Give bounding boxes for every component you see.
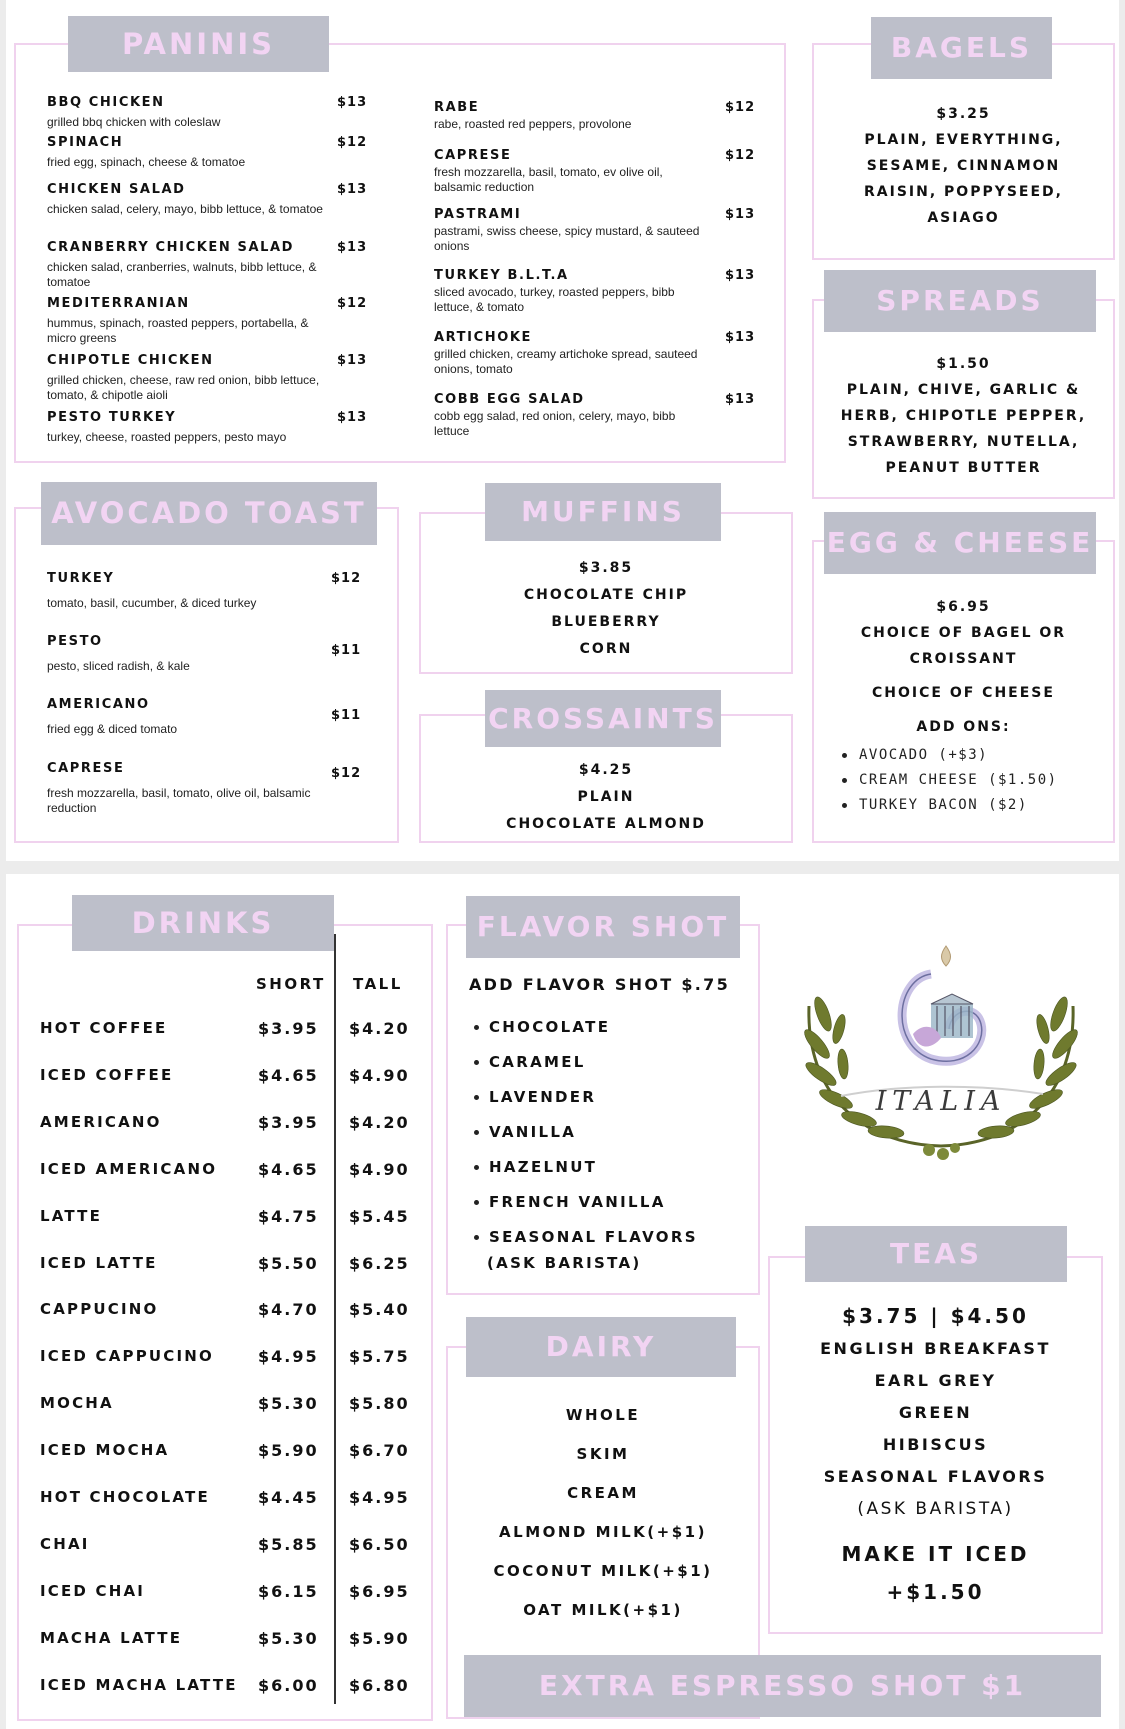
egg-cheese-addons-title: ADD ONS: (916, 719, 1011, 735)
avocado-item-price: $12 (331, 571, 362, 586)
drink-price-tall: $6.95 (349, 1581, 410, 1601)
bullet-icon (842, 753, 847, 758)
muffins-price: $3.85 (578, 560, 634, 576)
drink-name: MACHA LATTE (40, 1628, 183, 1647)
drink-name: ICED MACHA LATTE (40, 1675, 238, 1694)
croissants-line: CHOCOLATE ALMOND (506, 816, 706, 832)
drink-price-short: $5.50 (258, 1253, 319, 1273)
drink-name: LATTE (40, 1206, 103, 1225)
flavor-item (474, 1010, 698, 1045)
bagels-line: ASIAGO (927, 210, 1000, 226)
teas-note: (ASK BARISTA) (857, 1499, 1014, 1519)
teas-item: SEASONAL FLAVORS (823, 1467, 1048, 1486)
dairy-item: CREAM (567, 1484, 639, 1502)
drink-name: CHAI (40, 1534, 90, 1553)
muffins-line: BLUEBERRY (551, 614, 661, 630)
flavor-shot-note: (ASK BARISTA) (487, 1254, 642, 1272)
bagels-header: BAGELS (871, 17, 1052, 79)
egg-cheese-line: CHOICE OF BAGEL OR (860, 625, 1067, 641)
dairy-item: OAT MILK(+$1) (523, 1601, 683, 1619)
drink-price-short: $6.00 (258, 1675, 319, 1695)
drink-name: ICED COFFEE (40, 1065, 174, 1084)
panini-item-price: $12 (337, 135, 368, 150)
avocado-item-name: PESTO (47, 634, 103, 649)
spreads-price: $1.50 (936, 356, 991, 372)
short-size-label: SHORT (256, 975, 326, 993)
cafe-italia-logo (781, 934, 1101, 1174)
spreads-line: HERB, CHIPOTLE PEPPER, (840, 408, 1087, 424)
panini-item-price: $12 (725, 148, 756, 163)
flavor-item (474, 1220, 698, 1255)
drink-price-short: $4.75 (258, 1206, 319, 1226)
drink-row (6, 1675, 410, 1723)
drink-row (6, 1394, 410, 1441)
paninis-header: PANINIS (68, 16, 329, 72)
egg-cheese-cheese: CHOICE OF CHEESE (872, 685, 1055, 701)
panini-item-price: $13 (337, 410, 368, 425)
panini-item-price: $13 (725, 392, 756, 407)
bullet-icon (842, 803, 847, 808)
drink-price-short: $4.95 (258, 1347, 319, 1367)
avocado-item-name: CAPRESE (47, 761, 125, 776)
avocado-toast-header: AVOCADO TOAST (41, 482, 377, 545)
teas-iced-line: MAKE IT ICED (841, 1542, 1030, 1566)
muffins-text (419, 555, 793, 663)
panini-item-name: CHICKEN SALAD (47, 182, 186, 197)
panini-item-price: $12 (725, 100, 756, 115)
drink-row (6, 1441, 410, 1488)
panini-item-price: $13 (337, 353, 368, 368)
laurel-wreath-icon (781, 934, 1101, 1174)
croissants-line: PLAIN (577, 789, 635, 805)
drink-name: ICED MOCHA (40, 1441, 170, 1460)
flavor-label: HAZELNUT (489, 1158, 598, 1176)
drink-row (6, 1628, 410, 1676)
panini-item-desc: rabe, roasted red peppers, provolone (434, 117, 632, 131)
muffins-header: MUFFINS (485, 483, 721, 541)
bullet-icon (474, 1235, 479, 1240)
bullet-icon (474, 1060, 479, 1065)
drink-row (6, 1065, 410, 1113)
bagels-line: RAISIN, POPPYSEED, (864, 184, 1063, 200)
drink-price-short: $4.70 (258, 1300, 319, 1320)
avocado-item-price: $11 (331, 708, 362, 723)
avocado-item-name: AMERICANO (47, 697, 150, 712)
flavor-label: FRENCH VANILLA (489, 1193, 666, 1211)
panini-item-name: PESTO TURKEY (47, 410, 177, 425)
panini-item-name: MEDITERRANIAN (47, 296, 190, 311)
spreads-header: SPREADS (824, 270, 1096, 332)
panini-item-price: $13 (337, 95, 368, 110)
drink-name: ICED LATTE (40, 1253, 158, 1272)
panini-item-desc: chicken salad, celery, mayo, bibb lettuce, & tomatoe (47, 202, 323, 216)
egg-cheese-header: EGG & CHEESE (824, 512, 1096, 574)
menu-page-food (6, 0, 1119, 861)
bullet-icon (474, 1200, 479, 1205)
bagels-price: $3.25 (936, 106, 991, 122)
flavor-item (474, 1115, 698, 1150)
drink-name: CAPPUCINO (40, 1300, 159, 1319)
panini-item-desc: fried egg, spinach, cheese & tomatoe (47, 155, 246, 169)
drink-price-short: $5.85 (258, 1534, 319, 1554)
drink-price-tall: $4.90 (349, 1065, 410, 1085)
drinks-header: DRINKS (72, 895, 334, 951)
muffins-line: CORN (579, 641, 633, 657)
panini-item-price: $12 (337, 296, 368, 311)
bagels-line: PLAIN, EVERYTHING, (864, 132, 1063, 148)
flavor-item (474, 1045, 698, 1080)
bullet-icon (474, 1095, 479, 1100)
teas-text (768, 1299, 1103, 1611)
bullet-icon (474, 1130, 479, 1135)
flavor-shot-add-line: ADD FLAVOR SHOT $.75 (469, 975, 731, 994)
dairy-header: DAIRY (466, 1317, 736, 1377)
addon-item: TURKEY BACON ($2) (842, 793, 1058, 818)
spreads-line: PLAIN, CHIVE, GARLIC & (846, 382, 1081, 398)
bagels-line: SESAME, CINNAMON (866, 158, 1061, 174)
drink-row (6, 1019, 410, 1066)
dairy-item: SKIM (576, 1445, 630, 1463)
flavor-label: LAVENDER (489, 1088, 597, 1106)
croissants-text (419, 757, 793, 838)
drink-price-tall: $5.75 (349, 1347, 410, 1367)
panini-item-name: CAPRESE (434, 148, 512, 163)
drink-name: AMERICANO (40, 1112, 162, 1131)
drink-price-short: $5.30 (258, 1394, 319, 1414)
tall-size-label: TALL (353, 975, 403, 993)
drink-price-tall: $5.80 (349, 1394, 410, 1414)
flavor-list (474, 1010, 698, 1255)
drink-price-short: $4.65 (258, 1065, 319, 1085)
dairy-item: COCONUT MILK(+$1) (493, 1562, 713, 1580)
drink-price-short: $3.95 (258, 1019, 319, 1038)
egg-cheese-text (812, 594, 1115, 740)
dairy-item: WHOLE (565, 1406, 641, 1424)
panini-item-name: CRANBERRY CHICKEN SALAD (47, 240, 295, 255)
avocado-item-desc: tomato, basil, cucumber, & diced turkey (47, 596, 257, 610)
drink-row (6, 1112, 410, 1160)
egg-cheese-line: CROISSANT (909, 651, 1018, 667)
drink-name: HOT COFFEE (40, 1019, 168, 1037)
teas-item: GREEN (898, 1403, 973, 1422)
bullet-icon (842, 778, 847, 783)
egg-cheese-price: $6.95 (936, 599, 991, 615)
drink-name: MOCHA (40, 1394, 114, 1413)
teas-item: ENGLISH BREAKFAST (820, 1339, 1051, 1358)
avocado-item-price: $12 (331, 766, 362, 781)
panini-item-name: PASTRAMI (434, 207, 522, 222)
drink-name: ICED AMERICANO (40, 1159, 218, 1178)
spreads-text (812, 351, 1115, 481)
panini-item-price: $13 (337, 240, 368, 255)
drink-price-tall: $6.70 (349, 1441, 410, 1461)
dairy-item: ALMOND MILK(+$1) (499, 1523, 707, 1541)
drink-price-tall: $5.45 (349, 1206, 410, 1226)
panini-item-desc: turkey, cheese, roasted peppers, pesto mayo (47, 430, 287, 444)
panini-item-desc: grilled chicken, cheese, raw red onion, bibb lettuce, tomato, & chipotle aioli (47, 373, 320, 402)
extra-espresso-banner: EXTRA ESPRESSO SHOT $1 (464, 1655, 1101, 1717)
drink-row (6, 1534, 410, 1582)
dairy-text (446, 1396, 760, 1630)
drink-price-short: $5.30 (258, 1628, 319, 1648)
flavor-item (474, 1080, 698, 1115)
drink-price-short: $4.45 (258, 1488, 319, 1507)
logo-text: ITALIA (875, 1086, 1007, 1117)
panini-item-price: $13 (337, 182, 368, 197)
flavor-item (474, 1185, 698, 1220)
flavor-label: SEASONAL FLAVORS (489, 1228, 698, 1246)
spreads-line: STRAWBERRY, NUTELLA, (847, 434, 1080, 450)
bullet-icon (474, 1025, 479, 1030)
drink-price-tall: $4.95 (349, 1488, 410, 1507)
drink-name: HOT CHOCOLATE (40, 1488, 210, 1506)
panini-item-name: BBQ CHICKEN (47, 95, 165, 110)
panini-item-desc: grilled chicken, creamy artichoke spread, sauteed onions, tomato (434, 347, 698, 376)
panini-item-name: RABE (434, 100, 480, 115)
addon-item: AVOCADO (+$3) (842, 743, 1058, 768)
avocado-item-desc: pesto, sliced radish, & kale (47, 659, 190, 673)
drink-row (6, 1300, 410, 1347)
drink-price-tall: $5.40 (349, 1300, 410, 1320)
flavor-label: CHOCOLATE (489, 1018, 611, 1036)
bagels-text (812, 101, 1115, 231)
muffins-line: CHOCOLATE CHIP (523, 587, 689, 603)
panini-item-desc: fresh mozzarella, basil, tomato, ev olive oil, balsamic reduction (434, 165, 663, 194)
drink-row (6, 1206, 410, 1254)
panini-item-desc: pastrami, swiss cheese, spicy mustard, & sauteed onions (434, 224, 700, 253)
drink-name: ICED CAPPUCINO (40, 1347, 214, 1366)
flavor-item (474, 1150, 698, 1185)
teas-item: HIBISCUS (882, 1435, 989, 1454)
spreads-line: PEANUT BUTTER (885, 460, 1042, 476)
drink-price-short: $3.95 (258, 1112, 319, 1132)
panini-item-price: $13 (725, 268, 756, 283)
drink-price-short: $6.15 (258, 1581, 319, 1601)
drink-price-tall: $6.50 (349, 1534, 410, 1554)
drink-row (6, 1488, 410, 1535)
drink-price-tall: $4.90 (349, 1159, 410, 1179)
panini-item-desc: chicken salad, cranberries, walnuts, bibb lettuce, & tomatoe (47, 260, 317, 289)
drink-price-tall: $5.90 (349, 1628, 410, 1648)
panini-item-desc: hummus, spinach, roasted peppers, portabella, & micro greens (47, 316, 309, 345)
teas-price: $3.75 | $4.50 (842, 1304, 1029, 1328)
panini-item-price: $13 (725, 207, 756, 222)
teas-item: EARL GREY (874, 1371, 997, 1390)
egg-cheese-addons (842, 743, 1058, 818)
croissants-header: CROSSAINTS (485, 690, 721, 747)
drink-row (6, 1253, 410, 1301)
drink-row (6, 1159, 410, 1207)
menu-page-drinks (6, 874, 1119, 1729)
panini-item-desc: sliced avocado, turkey, roasted peppers, bibb lettuce, & tomato (434, 285, 675, 314)
drink-price-tall: $6.80 (349, 1675, 410, 1695)
panini-item-name: ARTICHOKE (434, 330, 533, 345)
panini-item-price: $13 (725, 330, 756, 345)
avocado-item-name: TURKEY (47, 571, 115, 586)
drink-row (6, 1347, 410, 1394)
panini-item-desc: grilled bbq chicken with coleslaw (47, 115, 221, 129)
flavor-label: VANILLA (489, 1123, 577, 1141)
drink-price-short: $5.90 (258, 1441, 319, 1461)
teas-iced-price: +$1.50 (886, 1580, 985, 1604)
drink-name: ICED CHAI (40, 1581, 146, 1600)
croissants-price: $4.25 (578, 762, 634, 778)
panini-item-desc: cobb egg salad, red onion, celery, mayo, bibb lettuce (434, 409, 676, 438)
panini-item-name: SPINACH (47, 135, 124, 150)
panini-item-name: COBB EGG SALAD (434, 392, 585, 407)
drink-price-tall: $6.25 (349, 1253, 410, 1273)
panini-item-name: TURKEY B.L.T.A (434, 268, 569, 283)
avocado-item-desc: fried egg & diced tomato (47, 722, 178, 736)
addon-item: CREAM CHEESE ($1.50) (842, 768, 1058, 793)
drink-row (6, 1581, 410, 1629)
drink-price-short: $4.65 (258, 1159, 319, 1179)
drink-price-tall: $4.20 (349, 1019, 410, 1038)
bullet-icon (474, 1165, 479, 1170)
flavor-shot-header: FLAVOR SHOT (466, 896, 740, 958)
flavor-label: CARAMEL (489, 1053, 586, 1071)
avocado-item-price: $11 (331, 643, 362, 658)
avocado-item-desc: fresh mozzarella, basil, tomato, olive oil, balsamic reduction (47, 786, 311, 815)
drink-price-tall: $4.20 (349, 1112, 410, 1132)
teas-header: TEAS (805, 1226, 1067, 1282)
panini-item-name: CHIPOTLE CHICKEN (47, 353, 214, 368)
